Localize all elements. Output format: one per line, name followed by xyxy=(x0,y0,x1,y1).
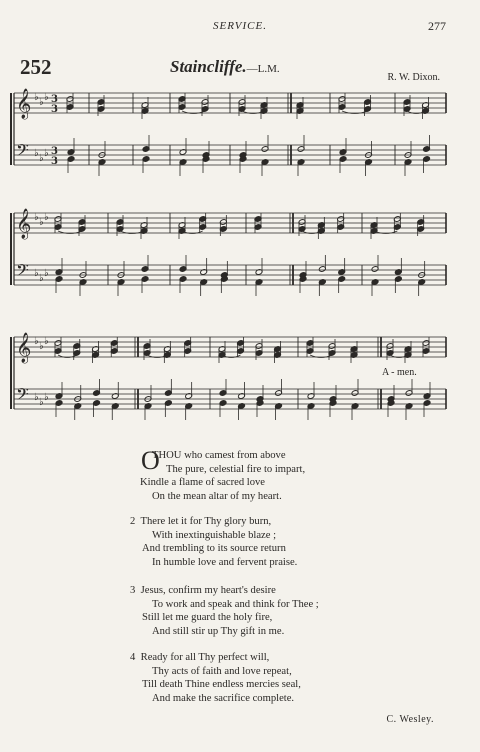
tune-name: Staincliffe. xyxy=(170,57,247,76)
page-number: 277 xyxy=(428,19,446,33)
treble-clef: 𝄞 xyxy=(16,333,32,363)
verse-line: Kindle a flame of sacred love xyxy=(140,477,266,489)
flat-sign: ♭ xyxy=(39,397,44,408)
flat-sign: ♭ xyxy=(34,336,39,347)
author-credit: C. Wesley. xyxy=(386,714,434,725)
verse-4 xyxy=(130,651,301,705)
flat-sign: ♭ xyxy=(39,341,44,352)
flat-sign: ♭ xyxy=(34,268,39,279)
time-signature: 3 xyxy=(51,104,58,115)
verse-line: To work and speak and think for Thee ; xyxy=(152,598,319,610)
verse-3 xyxy=(130,584,319,638)
bass-clef: 𝄢 xyxy=(16,260,29,284)
verse-number: 4 xyxy=(130,652,136,663)
time-signature: 3 xyxy=(51,94,58,105)
running-head: SERVICE. xyxy=(213,20,267,32)
verse-1 xyxy=(140,449,306,503)
verse-line: And still stir up Thy gift in me. xyxy=(152,625,285,637)
flat-sign: ♭ xyxy=(39,153,44,164)
treble-clef: 𝄞 xyxy=(16,209,32,239)
tune-meter: —L.M. xyxy=(246,63,280,75)
verse-line: In humble love and fervent praise. xyxy=(152,556,298,568)
verse-line: Ready for all Thy perfect will, xyxy=(140,652,270,663)
flat-sign: ♭ xyxy=(39,97,44,108)
verse-line: And trembling to its source return xyxy=(142,543,286,555)
flat-sign: ♭ xyxy=(39,217,44,228)
verse-line: The pure, celestial fire to impart, xyxy=(166,463,306,475)
composer-credit: R. W. Dixon. xyxy=(387,72,440,83)
flat-sign: ♭ xyxy=(44,148,49,159)
time-signature: 3 xyxy=(51,146,58,157)
verse-2 xyxy=(130,515,297,569)
drop-cap: O xyxy=(141,446,160,475)
time-signature: 3 xyxy=(51,156,58,167)
flat-sign: ♭ xyxy=(34,92,39,103)
flat-sign: ♭ xyxy=(44,212,49,223)
flat-sign: ♭ xyxy=(44,92,49,103)
verse-number: 2 xyxy=(130,516,136,527)
bass-clef: 𝄢 xyxy=(16,140,29,164)
flat-sign: ♭ xyxy=(39,273,44,284)
flat-sign: ♭ xyxy=(44,268,49,279)
bass-clef: 𝄢 xyxy=(16,384,29,408)
verse-line: With inextinguishable blaze ; xyxy=(152,529,277,541)
verse-line: There let it for Thy glory burn, xyxy=(140,516,272,527)
flat-sign: ♭ xyxy=(34,392,39,403)
verse-number: 3 xyxy=(130,585,136,596)
verse-line: Still let me guard the holy fire, xyxy=(142,612,273,624)
hymn-number: 252 xyxy=(20,55,52,79)
flat-sign: ♭ xyxy=(34,212,39,223)
verse-line: THOU who camest from above xyxy=(152,450,286,461)
treble-clef: 𝄞 xyxy=(16,89,32,119)
flat-sign: ♭ xyxy=(34,148,39,159)
verse-line: Jesus, confirm my heart's desire xyxy=(140,585,276,596)
verse-line: And make the sacrifice complete. xyxy=(152,692,295,704)
verse-line: Till death Thine endless mercies seal, xyxy=(142,679,301,691)
verse-line: On the mean altar of my heart. xyxy=(152,490,282,502)
flat-sign: ♭ xyxy=(44,336,49,347)
verse-line: Thy acts of faith and love repeat, xyxy=(152,665,292,677)
amen-lyric: A - men. xyxy=(382,367,417,378)
flat-sign: ♭ xyxy=(44,392,49,403)
